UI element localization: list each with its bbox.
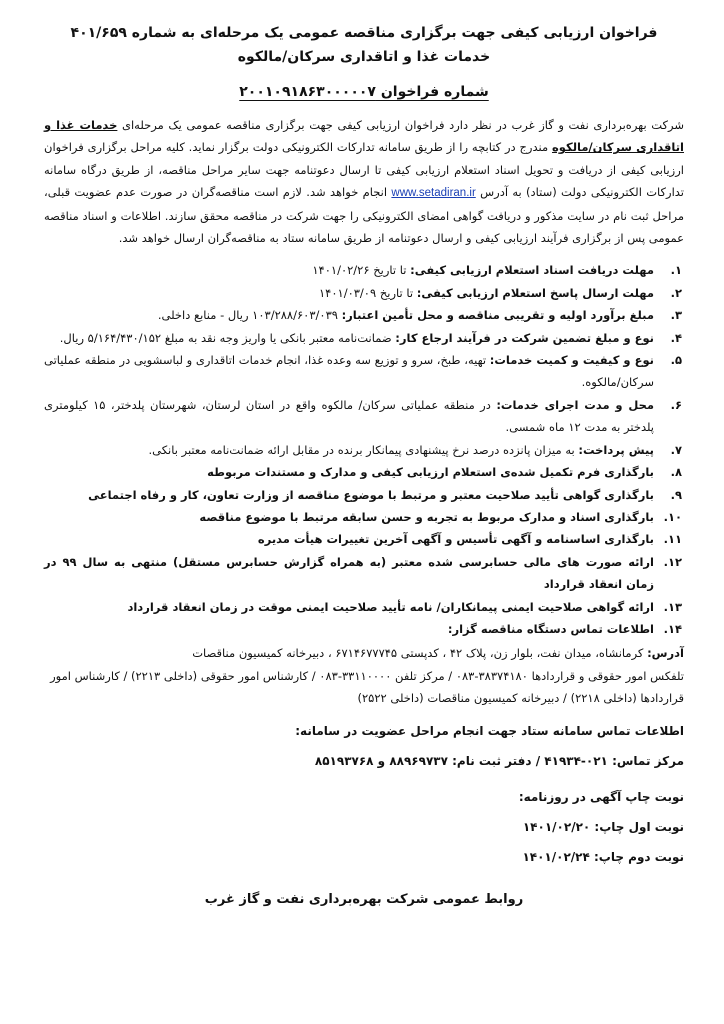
item-label: بارگذاری اساسنامه و آگهی تأسیس و آگهی آخرین تغییرات هیأت مدیره	[257, 532, 654, 547]
item-text: تا تاریخ ۱۴۰۱/۰۳/۰۹	[319, 285, 417, 300]
publication-heading: نوبت چاپ آگهی در روزنامه:	[518, 789, 684, 804]
intro-text-1: شرکت بهره‌برداری نفت و گاز غرب در نظر دارد فراخوان ارزیابی کیفی جهت برگزاری مناقصه عمومی یک مرحله‌ای	[117, 118, 684, 132]
item-label: اطلاعات تماس دستگاه مناقصه گزار:	[447, 621, 654, 636]
document-title: فراخوان ارزیابی کیفی جهت برگزاری مناقصه عمومی یک مرحله‌ای به شماره ۴۰۱/۶۵۹	[70, 25, 658, 41]
item-number: ۵.	[670, 353, 682, 368]
contact-info	[44, 642, 684, 709]
list-item	[44, 618, 684, 640]
list-item	[44, 484, 684, 506]
list-item	[44, 439, 684, 461]
list-item	[44, 282, 684, 304]
call-number-text: شماره فراخوان ۲۰۰۱۰۹۱۸۶۳۰۰۰۰۰۷	[239, 84, 489, 100]
item-label: بارگذاری اسناد و مدارک مربوط به تجربه و حسن سابقه مرتبط با موضوع مناقصه	[199, 509, 654, 524]
list-item	[44, 259, 684, 281]
list-item	[44, 327, 684, 349]
announcement-page	[44, 22, 684, 907]
item-text: تهیه، طبخ، سرو و توزیع سه وعده غذا، انجام خدمات اتاقداری و لباسشویی در منطقه عملیاتی سرکان/مالکوه.	[44, 353, 654, 390]
item-number: ۱۳.	[663, 599, 682, 614]
item-label: ارائه گواهی صلاحیت ایمنی پیمانکاران/ نامه تأیید صلاحیت ایمنی موقت در زمان انعقاد قرارداد	[127, 599, 654, 614]
item-label: مبلغ برآورد اولیه و تقریبی مناقصه و محل تأمین اعتبار:	[341, 308, 654, 323]
item-number: ۱۲.	[663, 554, 682, 569]
item-number: ۹.	[670, 487, 682, 502]
item-label: نوع و کیفیت و کمیت خدمات:	[489, 353, 654, 368]
intro-subject: خدمات غذا و اتاقداری سرکان/مالکوه	[44, 118, 684, 155]
intro-paragraph	[44, 114, 684, 249]
item-number: ۴.	[670, 330, 682, 345]
item-number: ۷.	[670, 442, 682, 457]
item-number: ۳.	[670, 308, 682, 323]
list-item	[44, 551, 684, 596]
item-number: ۱۴.	[663, 621, 682, 636]
item-label: مهلت ارسال پاسخ استعلام ارزیابی کیفی:	[416, 285, 654, 300]
address-line	[44, 642, 684, 664]
setad-heading: اطلاعات تماس سامانه ستاد جهت انجام مراحل عضویت در سامانه:	[295, 723, 684, 738]
item-text: تا تاریخ ۱۴۰۱/۰۲/۲۶	[312, 263, 411, 278]
publication-first: نوبت اول چاپ: ۱۴۰۱/۰۲/۲۰	[522, 819, 684, 834]
intro-text-3: انجام خواهد شد. لازم است مناقصه‌گران در صورت عدم عضویت قبلی، مراحل ثبت نام در سایت مذکور و دریافت گواهی امضای الکترونیکی را جهت شرکت در مناقصه محقق سازند. اطلاعات و اسناد مناقصه عمومی پس از برگزاری فرآیند ارزیابی کیفی و ارسال دعوتنامه از طریق سامانه ستاد به مناقصه‌گران ارسال خواهد شد.	[44, 185, 684, 246]
item-text: ۱۰۳/۲۸۸/۶۰۳/۰۳۹ ریال - منابع داخلی.	[157, 308, 342, 323]
setad-link[interactable]: www.setadiran.ir	[391, 187, 476, 200]
list-item	[44, 506, 684, 528]
item-label: بارگذاری گواهی تأیید صلاحیت معتبر و مرتبط با موضوع مناقصه از وزارت تعاون، کار و رفاه اجتماعی	[88, 487, 654, 502]
address-label: آدرس:	[647, 646, 684, 661]
setad-phone: مرکز تماس: ۰۲۱-۴۱۹۳۴ / دفتر ثبت نام: ۸۸۹۶۹۷۳۷ و ۸۵۱۹۳۷۶۸	[314, 753, 684, 768]
list-item	[44, 349, 684, 394]
item-number: ۱۱.	[663, 532, 682, 547]
item-label: پیش پرداخت:	[578, 442, 654, 457]
item-text: به میزان پانزده درصد نرخ پیشنهادی پیمانکار برنده در مقابل ارائه ضمانت‌نامه معتبر بانکی.	[148, 442, 579, 457]
conditions-list	[44, 259, 684, 640]
item-number: ۲.	[670, 285, 682, 300]
publication-second: نوبت دوم چاپ: ۱۴۰۱/۰۲/۲۴	[522, 849, 684, 864]
address-text: کرمانشاه، میدان نفت، بلوار زن، پلاک ۴۲ ، کدپستی ۶۷۱۴۶۷۷۷۴۵ ، دبیرخانه کمیسیون مناقصات	[192, 646, 648, 661]
item-label: بارگذاری فرم تکمیل شده‌ی استعلام ارزیابی کیفی و مدارک و مستندات مربوطه	[207, 465, 654, 480]
call-number	[44, 84, 684, 100]
item-number: ۱.	[670, 263, 682, 278]
item-label: مهلت دریافت اسناد استعلام ارزیابی کیفی:	[410, 263, 654, 278]
footer-signature: روابط عمومی شرکت بهره‌برداری نفت و گاز غرب	[204, 891, 524, 907]
list-item	[44, 394, 684, 439]
document-subtitle: خدمات غذا و اتاقداری سرکان/مالکوه	[237, 49, 491, 65]
item-label: محل و مدت اجرای خدمات:	[496, 397, 655, 412]
item-text: ضمانت‌نامه معتبر بانکی یا واریز وجه نقد به مبلغ ۵/۱۶۴/۴۳۰/۱۵۲ ریال.	[59, 330, 396, 345]
list-item	[44, 596, 684, 618]
phone-lines: تلفکس امور حقوقی و قراردادها ۳۸۳۷۴۱۸۰-۰۸۳ / مرکز تلفن ۳۳۱۱۰۰۰۰-۰۸۳ / کارشناس امور حقوقی (داخلی ۲۲۱۳) / کارشناس امور قراردادها (داخلی ۲۲۱۸) / دبیرخانه کمیسیون مناقصات (داخلی ۲۵۲۲)	[50, 668, 684, 706]
item-label: ارائه صورت های مالی حسابرسی شده معتبر (به همراه گزارش حسابرس مستقل) منتهی به سال ۹۹ در زمان انعقاد قرارداد	[44, 554, 654, 592]
item-text: در منطقه عملیاتی سرکان/ مالکوه واقع در استان لرستان، شهرستان پلدختر، ۱۵ کیلومتری پلدختر به مدت ۱۲ ماه شمسی.	[44, 397, 654, 435]
item-number: ۶.	[670, 397, 682, 412]
intro-text-2: مندرج در کتابچه را از طریق سامانه تدارکات الکترونیکی دولت برگزار نماید. کلیه مراحل برگزاری فراخوان ارزیابی کیفی از دریافت و تحویل اسناد استعلام ارزیابی کیفی تا ارسال دعوتنامه جهت سایر مراحل مناقصه، از طریق درگاه سامانه تدارکات الکترونیکی دولت (ستاد) به آدرس	[44, 140, 684, 200]
item-number: ۸.	[670, 465, 682, 480]
list-item	[44, 461, 684, 483]
item-label: نوع و مبلغ تضمین شرکت در فرآیند ارجاع کار:	[395, 330, 654, 345]
list-item	[44, 528, 684, 550]
list-item	[44, 304, 684, 326]
item-number: ۱۰.	[663, 509, 682, 524]
